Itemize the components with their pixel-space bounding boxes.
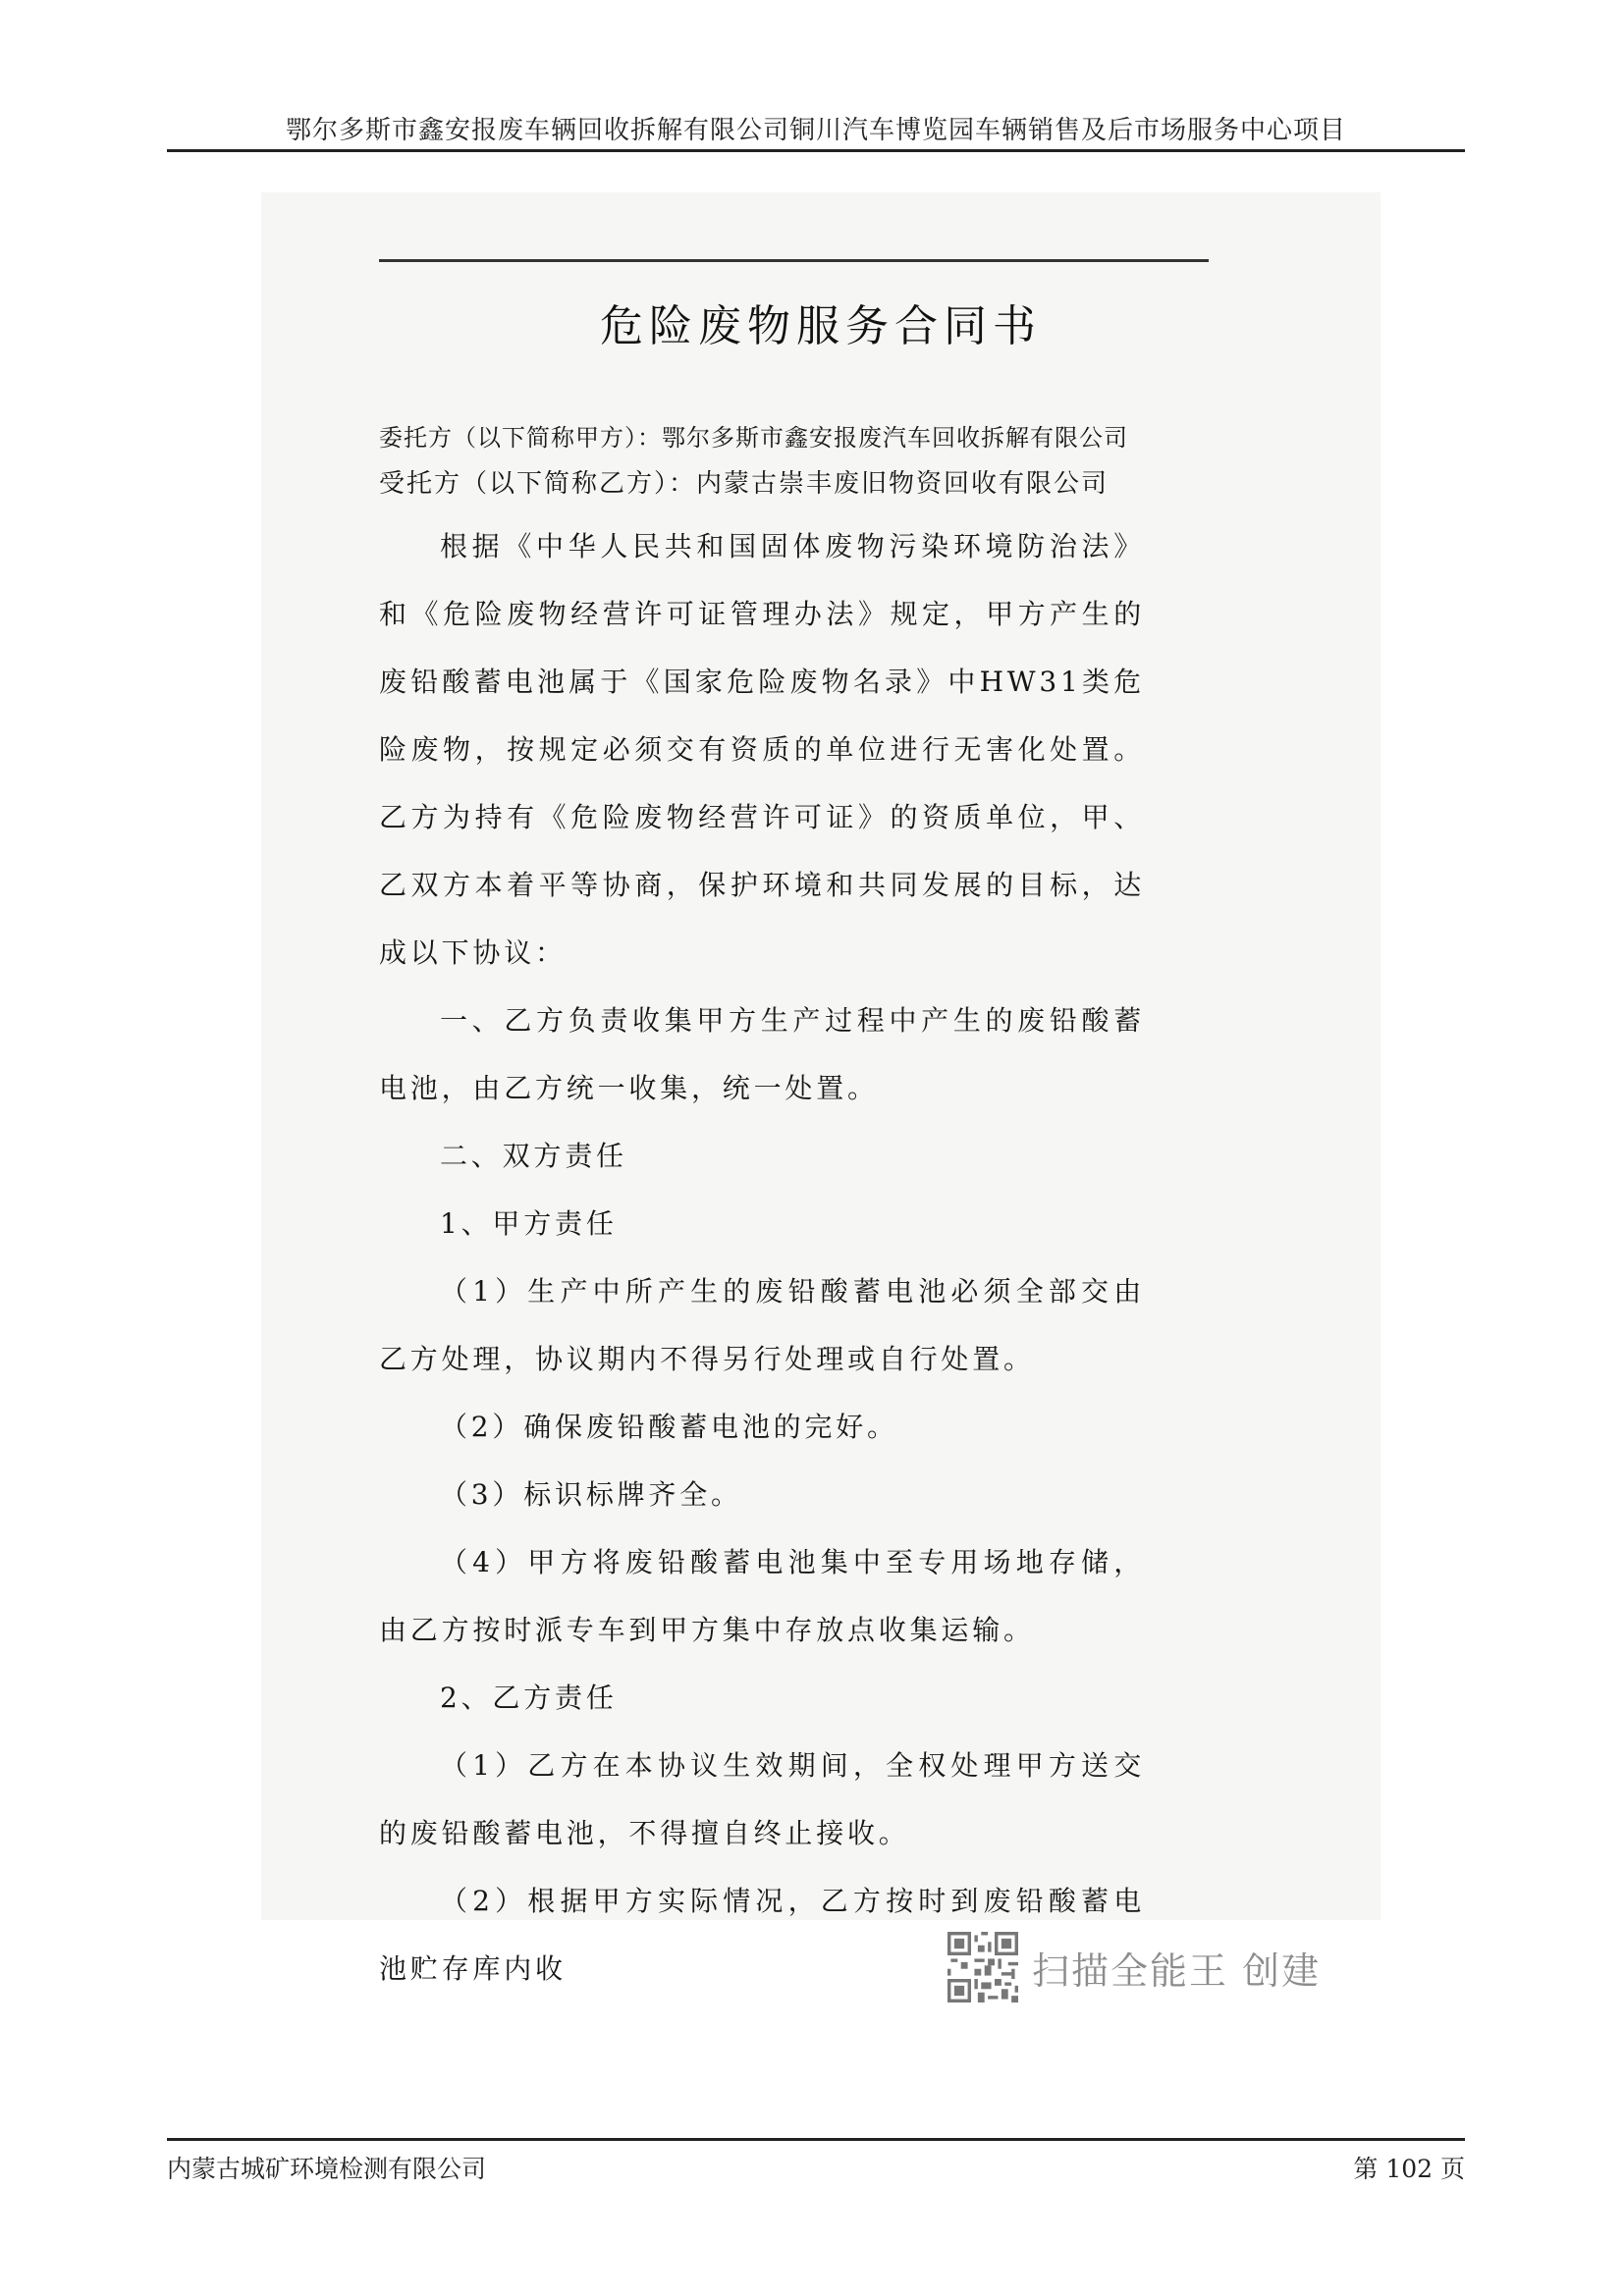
contract-title: 危险废物服务合同书 xyxy=(600,301,1042,351)
page-header: 鄂尔多斯市鑫安报废车辆回收拆解有限公司铜川汽车博览园车辆销售及后市场服务中心项目 xyxy=(285,116,1346,145)
party-b-responsibility-heading: 2、乙方责任 xyxy=(440,1682,618,1714)
preamble-paragraph: 根据《中华人民共和国固体废物污染环境防治法》和《危险废物经营许可证管理办法》规定，甲方产生的废铅酸蓄电池属于《国家危险废物名录》中HW31类危险废物，按规定必须交有资质的单位进行无害化处置。乙方为持有《危险废物经营许可证》的资质单位，甲、乙双方本着平等协商，保护环境和共同发展的目标，达成以下协议： xyxy=(379,530,1145,969)
clause-2-heading: 二、双方责任 xyxy=(440,1140,627,1172)
footer-company: 内蒙古城矿环境检测有限公司 xyxy=(167,2155,487,2183)
title-rule xyxy=(379,259,1209,262)
header-divider xyxy=(167,149,1465,152)
party-b: 受托方（以下简称乙方）：内蒙古崇丰废旧物资回收有限公司 xyxy=(379,469,1110,499)
page-number: 第 102 页 xyxy=(1353,2155,1465,2183)
party-a-item: （3）标识标牌齐全。 xyxy=(440,1478,742,1511)
watermark-text: 扫描全能王 创建 xyxy=(1032,1949,1322,1993)
party-a-item: （4）甲方将废铅酸蓄电池集中至专用场地存储，由乙方按时派专车到甲方集中存放点收集运输。 xyxy=(379,1546,1145,1646)
contract-body xyxy=(379,512,1145,2002)
clause-1: 一、乙方负责收集甲方生产过程中产生的废铅酸蓄电池，由乙方统一收集，统一处置。 xyxy=(379,1004,1145,1104)
party-b-item: （2）根据甲方实际情况，乙方按时到废铅酸蓄电池贮存库内收 xyxy=(379,1885,1145,1985)
footer-divider xyxy=(167,2138,1465,2141)
scanner-watermark xyxy=(947,1931,1321,2003)
party-b-item: （1）乙方在本协议生效期间，全权处理甲方送交的废铅酸蓄电池，不得擅自终止接收。 xyxy=(379,1749,1145,1849)
party-a-responsibility-heading: 1、甲方责任 xyxy=(440,1207,618,1240)
qr-code-icon xyxy=(947,1932,1018,2002)
party-a: 委托方（以下简称甲方）：鄂尔多斯市鑫安报废汽车回收拆解有限公司 xyxy=(379,424,1128,452)
party-a-item: （2）确保废铅酸蓄电池的完好。 xyxy=(440,1411,898,1443)
party-a-item: （1）生产中所产生的废铅酸蓄电池必须全部交由乙方处理，协议期内不得另行处理或自行处置。 xyxy=(379,1275,1145,1375)
